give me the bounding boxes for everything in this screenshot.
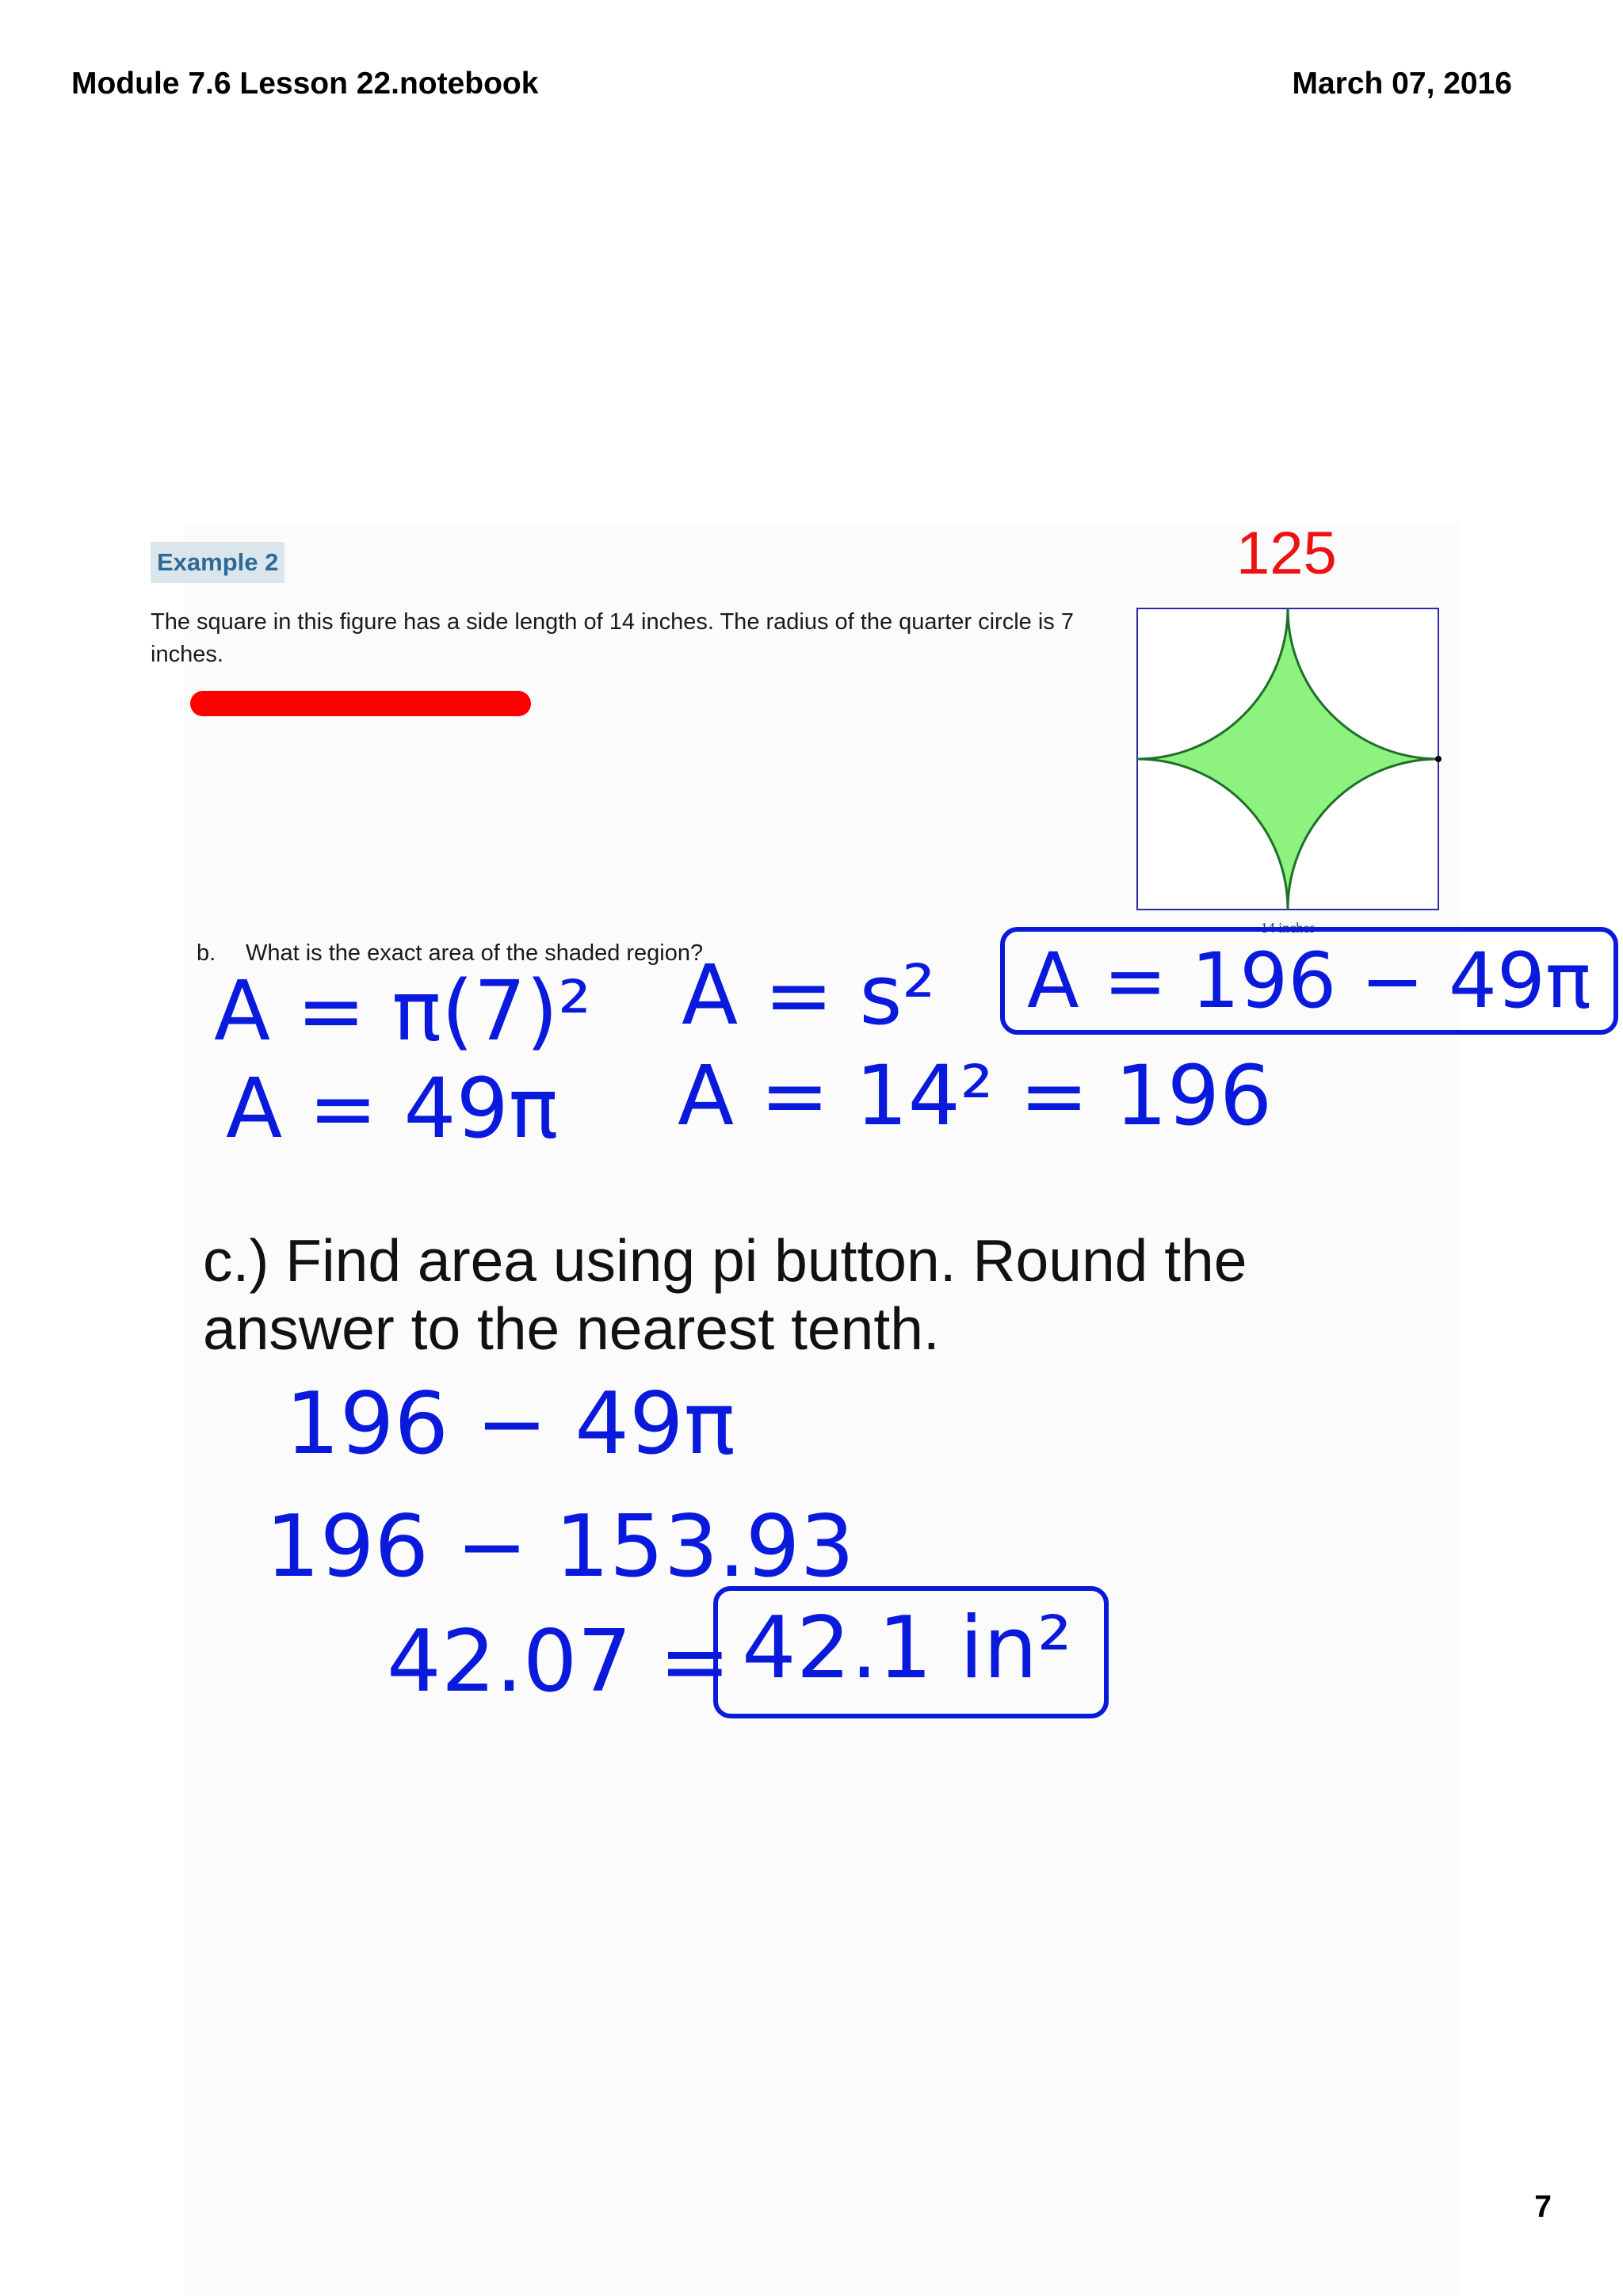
page-date: March 07, 2016: [1292, 67, 1512, 101]
handwriting-square-formula: A = s²: [682, 947, 936, 1043]
handwriting-rounded-answer: 42.1 in²: [713, 1586, 1109, 1718]
part-b-text: What is the exact area of the shaded region?: [246, 940, 704, 966]
score-annotation: 125: [1236, 520, 1337, 587]
handwriting-square-result: A = 14² = 196: [678, 1047, 1273, 1144]
handwriting-c-step2: 196 − 153.93: [265, 1497, 855, 1596]
figure-caption: 14 inches: [1260, 920, 1316, 936]
red-highlight-stroke: [190, 691, 531, 716]
handwriting-circle-result: A = 49π: [226, 1060, 559, 1157]
square-quarter-circles-figure: [1135, 606, 1444, 939]
part-b-label: b.: [197, 940, 216, 966]
handwriting-exact-answer: A = 196 − 49π: [1000, 927, 1618, 1035]
corner-dot: [1435, 756, 1442, 762]
handwriting-circle-area: A = π(7)²: [214, 963, 592, 1059]
problem-statement: The square in this figure has a side length of 14 inches. The radius of the quarter circle is 7 inches.: [151, 609, 1074, 667]
page-number: 7: [1534, 2190, 1552, 2224]
notebook-title: Module 7.6 Lesson 22.notebook: [71, 67, 539, 101]
handwriting-c-step1: 196 − 49π: [285, 1375, 735, 1474]
handwriting-c-step3: 42.07 =: [387, 1612, 731, 1711]
example-label: Example 2: [151, 542, 285, 583]
part-c-question: c.) Find area using pi button. Round the answer to the nearest tenth.: [203, 1227, 1247, 1362]
